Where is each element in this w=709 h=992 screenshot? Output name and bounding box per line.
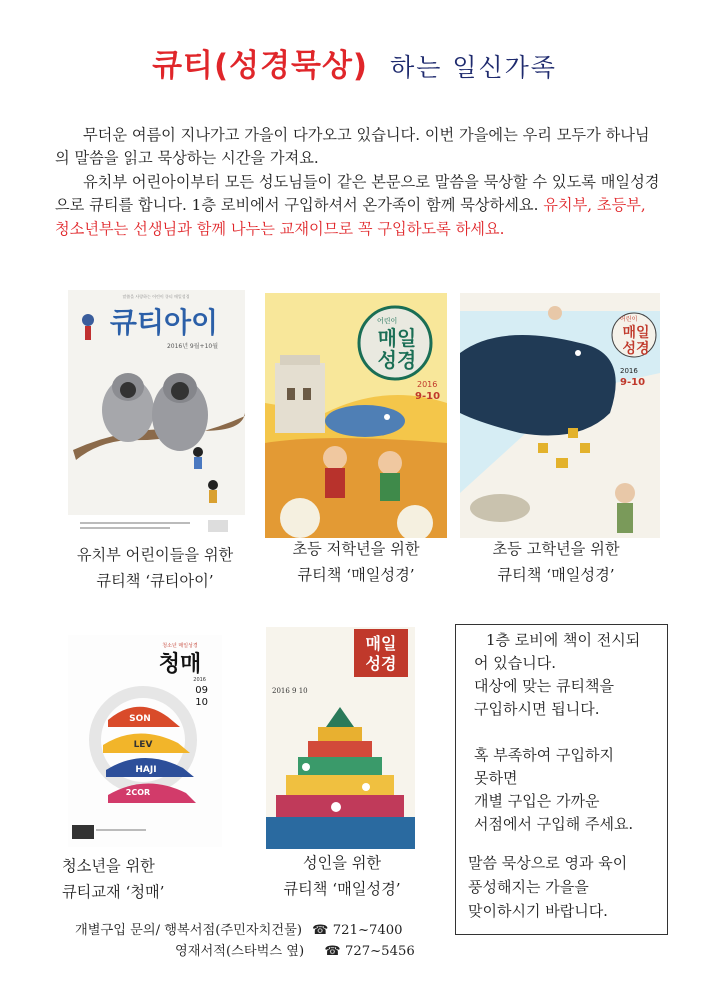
monkey-illustration xyxy=(68,290,245,538)
purchase-contact xyxy=(75,920,415,962)
whale-letters-illustration xyxy=(460,293,660,538)
cover-date: 2016년 9월+10월 xyxy=(166,343,218,350)
notice-line: 혹 부족하여 구입하지 xyxy=(474,746,614,764)
cover-title-2: 성경 xyxy=(622,341,650,357)
hat-text-4: 2COR xyxy=(125,788,151,797)
cover-title: 큐티아이 xyxy=(109,306,219,339)
intro-paragraph-2-emphasis: 유치부, 초등부, 청소년부는 선생님과 함께 나누는 교재이므로 꼭 구입하도록 하세요. xyxy=(55,196,646,238)
cover-small-text: 어린이 xyxy=(377,317,398,325)
store-name-1: 행복서점(주민자치건물) xyxy=(164,923,302,938)
title-sub: 하는 일신가족 xyxy=(390,53,557,82)
notice-line: 말씀 묵상으로 영과 육이 xyxy=(468,854,628,872)
caption-line-1: 성인을 위한 xyxy=(302,854,382,872)
colorful-tower-illustration xyxy=(266,627,415,849)
caption-line-2: 큐티책 ‘매일성경’ xyxy=(297,566,415,584)
phone-number-1: ☎ 721~7400 xyxy=(312,923,403,938)
notice-line: 어 있습니다. xyxy=(474,654,556,672)
cover-date-2: 9-10 xyxy=(415,391,441,402)
cover-small-text: 청소년 매일성경 xyxy=(162,643,198,649)
cover-date-2: 09 xyxy=(195,685,208,696)
cover-title-1: 매일 xyxy=(377,326,417,350)
cover-date-1: 2016 xyxy=(620,367,638,375)
notice-line: 맞이하시기 바랍니다. xyxy=(468,902,608,920)
cover-top-text: 말씀을 사랑하는 어린이 큐티 매일성경 xyxy=(122,294,190,299)
cover-date-1: 2016 xyxy=(193,677,206,683)
book-caption-qtai xyxy=(40,542,270,594)
contact-label: 개별구입 문의/ xyxy=(75,923,161,938)
intro-paragraph-2-main: 유치부 어린아이부터 모든 성도님들이 같은 본문으로 말씀을 묵상할 수 있도록 매일성경으로 큐티를 합니다. 1층 로비에서 구입하셔서 온가족이 함께 묵상하세요. xyxy=(55,172,660,215)
cover-date-1: 2016 xyxy=(417,380,438,389)
whale-town-illustration xyxy=(265,293,447,538)
intro-text xyxy=(55,124,660,241)
caption-line-2: 큐티책 ‘큐티아이’ xyxy=(96,572,214,590)
cover-date: 2016 9 10 xyxy=(272,687,308,695)
cover-date-2: 9-10 xyxy=(620,377,646,388)
book-caption-daily-bible-adult xyxy=(232,850,452,902)
notice-closing xyxy=(468,851,668,923)
hat-text-3: HAJI xyxy=(135,765,157,775)
stacked-caps-illustration xyxy=(68,635,222,847)
contact-row-1 xyxy=(75,920,415,941)
notice-line: 서점에서 구입해 주세요. xyxy=(474,815,634,833)
intro-paragraph-1: 무더운 여름이 지나가고 가을이 다가오고 있습니다. 이번 가을에는 우리 모두가 하나님의 말씀을 읽고 묵상하는 시간을 가져요. xyxy=(55,126,650,168)
cover-title-2: 성경 xyxy=(377,348,417,372)
notice-line: 풍성해지는 가을을 xyxy=(468,878,589,896)
book-cover-daily-bible-adult xyxy=(266,627,415,849)
page-title xyxy=(0,40,709,85)
notice-spacer xyxy=(474,721,659,744)
caption-line-1: 초등 고학년을 위한 xyxy=(492,540,620,558)
book-caption-daily-bible-upper xyxy=(451,536,661,588)
caption-line-2: 큐티책 ‘매일성경’ xyxy=(283,880,401,898)
title-main: 큐티(성경묵상) xyxy=(152,48,369,84)
notice-line: 못하면 xyxy=(474,769,518,787)
intro-paragraph-2 xyxy=(55,171,660,241)
cover-title: 청매 xyxy=(158,652,202,677)
cover-date-3: 10 xyxy=(195,697,208,708)
caption-line-1: 유치부 어린이들을 위한 xyxy=(76,546,234,564)
book-cover-qtai xyxy=(68,290,245,538)
phone-number-2: ☎ 727~5456 xyxy=(324,944,415,959)
hat-text-1: SON xyxy=(129,714,151,724)
book-caption-cheongmae xyxy=(62,853,165,905)
book-caption-daily-bible-lower xyxy=(246,536,466,588)
cover-title-1: 매일 xyxy=(622,325,650,341)
book-cover-daily-bible-upper xyxy=(460,293,660,538)
cover-title-1: 매일 xyxy=(365,634,397,653)
caption-line-1: 초등 저학년을 위한 xyxy=(292,540,420,558)
caption-line-2: 큐티책 ‘매일성경’ xyxy=(497,566,615,584)
notice-line: 개별 구입은 가까운 xyxy=(474,792,600,810)
store-name-2: 영재서적(스타벅스 옆) xyxy=(175,944,305,959)
caption-line-2: 큐티교재 ‘청매’ xyxy=(62,883,165,901)
hat-text-2: LEV xyxy=(133,740,153,750)
notice-line: 구입하시면 됩니다. xyxy=(474,700,600,718)
contact-row-2 xyxy=(75,941,415,962)
notice-line: 대상에 맞는 큐티책을 xyxy=(474,677,614,695)
book-cover-cheongmae xyxy=(68,635,222,847)
cover-title-2: 성경 xyxy=(365,654,397,673)
notice-line: 1층 로비에 책이 전시되 xyxy=(486,631,641,649)
notice-box xyxy=(455,624,668,935)
caption-line-1: 청소년을 위한 xyxy=(62,857,155,875)
book-cover-daily-bible-lower xyxy=(265,293,447,538)
cover-small-text: 어린이 xyxy=(620,316,638,323)
